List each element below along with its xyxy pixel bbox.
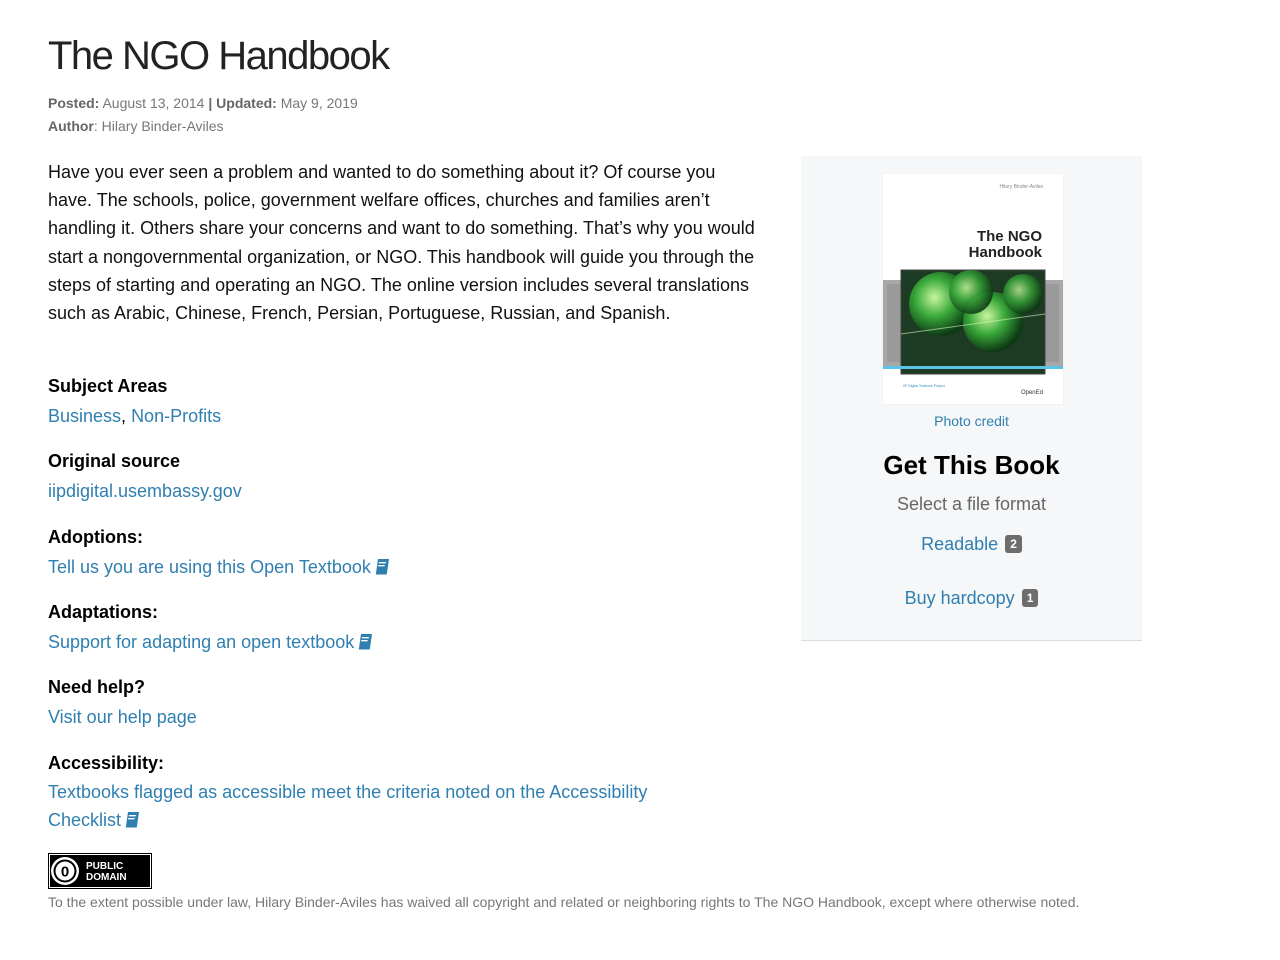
updated-date: May 9, 2019 [280,95,358,111]
photo-credit-link[interactable]: Photo credit [934,413,1009,429]
cover-title-line1: The NGO [976,228,1042,245]
help-page-link[interactable]: Visit our help page [48,707,197,727]
post-dates [48,95,358,111]
badge-text-line1: PUBLIC [86,861,124,872]
book-icon [375,558,390,575]
subject-areas-list [48,402,221,430]
subject-areas-heading: Subject Areas [48,376,168,396]
book-description: Have you ever seen a problem and wanted to do something about it? Of course you have. The schools, police, government welfare offices, churches and families aren’t handling it. Others share your concerns and want to do something. That’s why you would start a nongovernmental organization, or NGO. This handbook will guide you through the steps of starting and operating an NGO. The online version includes several translations such as Arabic, Chinese, French, Persian, Portuguese, Russian, and Spanish. [48,162,755,324]
updated-label: Updated: [216,95,277,111]
public-domain-zero-icon: 0 [60,863,70,881]
format-readable-button[interactable] [801,534,1142,555]
cover-title-line2: Handbook [968,244,1042,261]
get-book-sidebar [801,156,1142,641]
posted-date: August 13, 2014 [102,95,205,111]
adaptations-link[interactable] [48,632,373,652]
badge-text-line2: DOMAIN [86,872,127,883]
format-count-badge: 2 [1005,535,1022,553]
author-line [48,118,224,134]
author-name: : Hilary Binder-Aviles [93,118,224,134]
accessibility-heading: Accessibility: [48,753,165,773]
cover-footer-right: OpenEd [1020,390,1043,396]
format-count-badge: 1 [1022,589,1039,607]
format-readable-label: Readable [921,534,999,554]
page-title: The NGO Handbook [48,34,389,78]
cover-footer-left: IIP Digital Textbook Project [903,384,945,388]
cover-author: Hilary Binder-Aviles [999,184,1043,190]
subject-link-business[interactable]: Business [48,406,122,426]
original-source-heading: Original source [48,451,181,471]
book-icon [358,633,373,650]
adoptions-link-label: Tell us you are using this Open Textbook [48,557,371,577]
help-heading: Need help? [48,677,146,697]
posted-label: Posted: [48,95,100,111]
accessibility-link-line2: Checklist [48,810,122,830]
format-hardcopy-label: Buy hardcopy [904,588,1015,608]
format-hardcopy-button[interactable] [801,588,1142,609]
adoptions-link[interactable] [48,557,390,577]
meta-separator: | [208,95,213,111]
license-statement: To the extent possible under law, Hilary Binder-Aviles has waived all copyright and related or neighboring rights to The NGO Handbook, except where otherwise noted. [48,894,1080,910]
book-cover-image [883,174,1063,404]
subject-separator: , [121,406,132,426]
public-domain-badge[interactable] [48,853,152,889]
adaptations-link-label: Support for adapting an open textbook [48,632,355,652]
book-icon [125,811,140,828]
adaptations-heading: Adaptations: [48,602,158,622]
accessibility-checklist-link[interactable] [48,782,647,830]
subject-link-non-profits[interactable]: Non-Profits [131,406,222,426]
select-format-label: Select a file format [896,494,1047,514]
original-source-link[interactable]: iipdigital.usembassy.gov [48,481,242,501]
get-this-book-heading: Get This Book [883,450,1060,480]
author-label: Author [48,118,94,134]
adoptions-heading: Adoptions: [48,527,143,547]
accessibility-link-line1: Textbooks flagged as accessible meet the criteria noted on the Accessibility [48,782,648,802]
